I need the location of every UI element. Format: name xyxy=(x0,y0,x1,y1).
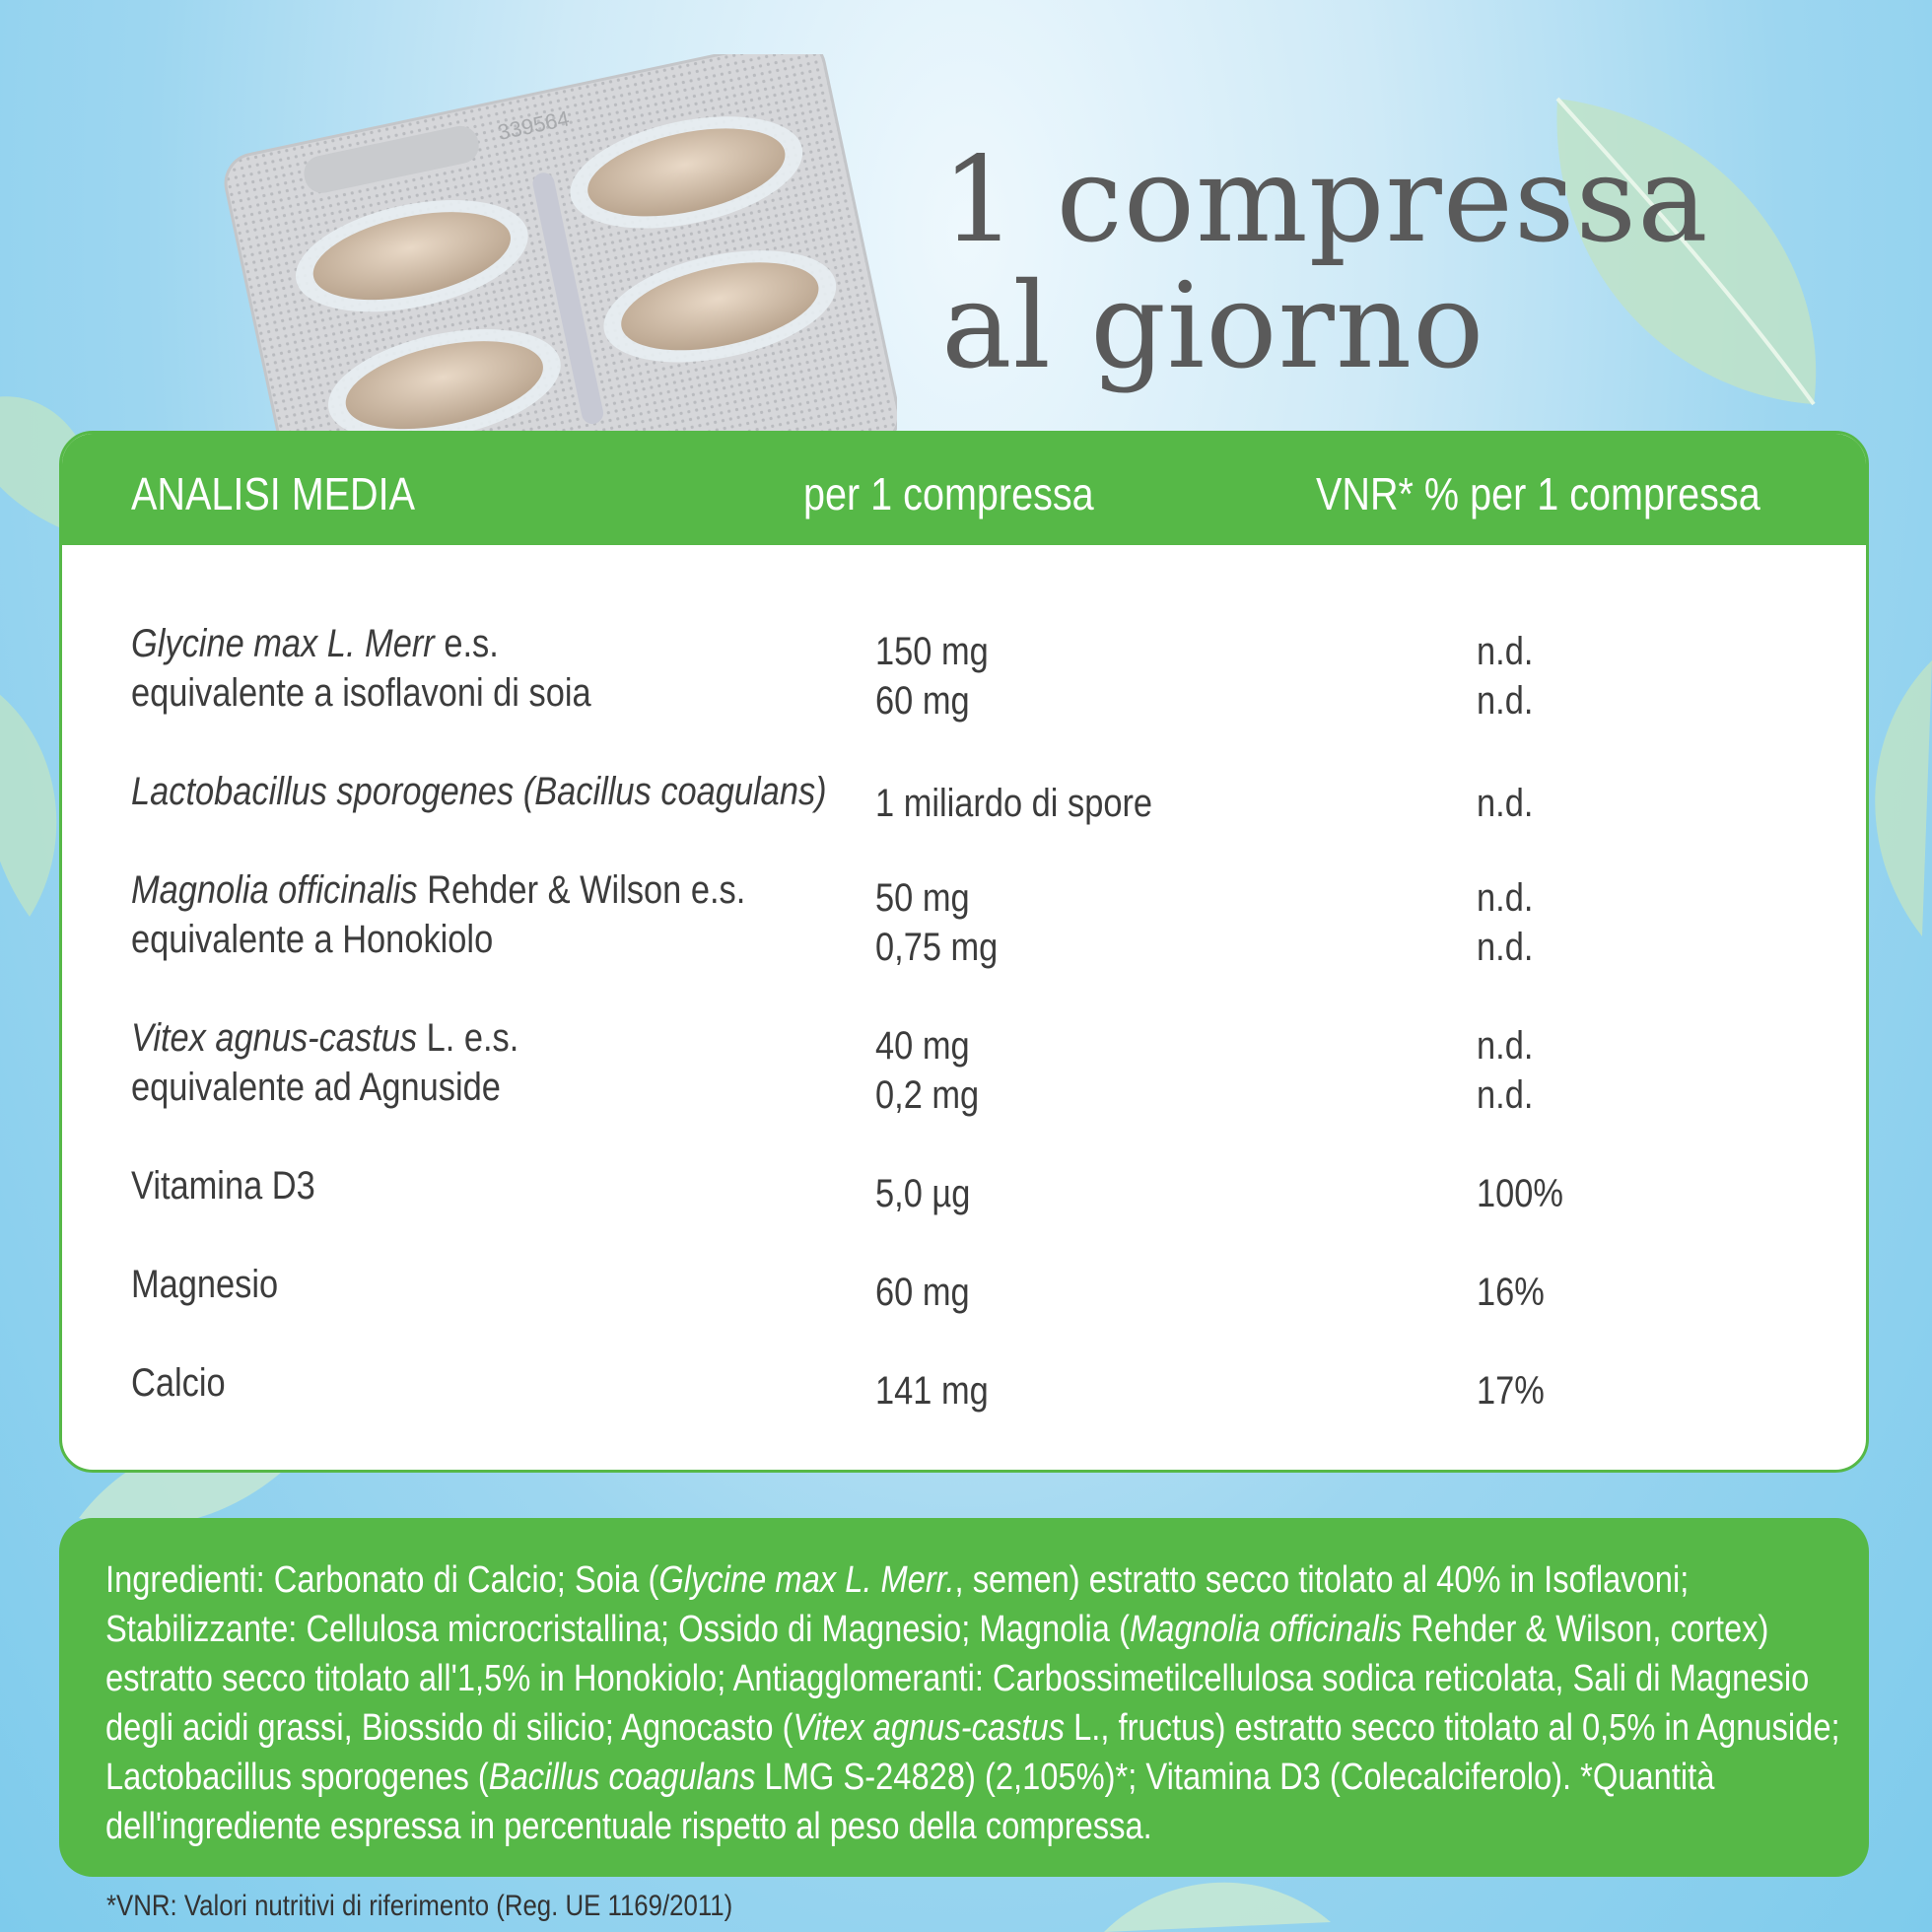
ingredients-italic: Bacillus coagulans xyxy=(488,1757,756,1798)
blister-pack-image xyxy=(207,54,897,448)
ingredient-name: e.s. xyxy=(434,622,499,665)
ingredient-sub: equivalente a isoflavoni di soia xyxy=(131,671,591,715)
vnr-value: n.d. xyxy=(1477,679,1534,723)
header-per-compressa: per 1 compressa xyxy=(803,468,1094,519)
ingredients-box xyxy=(59,1518,1869,1877)
ingredients-part: LMG S-24828) (2,105%)*; Vitamina D3 (Colecalciferolo). *Quantità dell'ingrediente espressa in percentuale rispetto al peso della compressa. xyxy=(105,1757,1715,1847)
ingredients-text xyxy=(105,1555,1843,1851)
amount: 60 mg xyxy=(875,1271,970,1314)
page-title xyxy=(941,132,1709,395)
blister-code: 339564 xyxy=(495,105,572,146)
amount: 0,2 mg xyxy=(875,1073,980,1117)
vnr-value: 16% xyxy=(1477,1271,1545,1314)
amount: 5,0 µg xyxy=(875,1172,971,1215)
amount: 40 mg xyxy=(875,1024,970,1068)
ingredient-name-italic: Lactobacillus sporogenes (Bacillus coagulans) xyxy=(131,770,827,813)
amount: 150 mg xyxy=(875,630,989,673)
ingredients-part: Rehder & Wilson, cortex) estratto secco titolato all'1,5% in Honokiolo; Antiagglomeranti: Carbossimetilcellulosa sodica reticolata, Sali di Magnesio degli acidi grassi, Biossido di silicio; Agnocasto ( xyxy=(105,1609,1810,1749)
ingredient-name: Calcio xyxy=(131,1361,226,1405)
vnr-value: n.d. xyxy=(1477,1024,1534,1068)
vnr-value: n.d. xyxy=(1477,876,1534,920)
ingredient-name-italic: Vitex agnus-castus xyxy=(131,1016,418,1060)
ingredient-sub: equivalente a Honokiolo xyxy=(131,918,494,961)
amount: 0,75 mg xyxy=(875,926,999,969)
ingredients-italic: Vitex agnus-castus xyxy=(793,1707,1066,1749)
vnr-value: n.d. xyxy=(1477,782,1534,825)
ingredients-italic: Glycine max L. Merr. xyxy=(658,1559,955,1601)
header-analisi: ANALISI MEDIA xyxy=(131,468,415,519)
ingredient-name: L. e.s. xyxy=(417,1016,519,1060)
ingredient-sub: equivalente ad Agnuside xyxy=(131,1066,501,1109)
vnr-value: 100% xyxy=(1477,1172,1563,1215)
ingredients-part: , semen) estratto secco titolato al 40% in Isoflavoni; Stabilizzante: Cellulosa microcristallina; Ossido di Magnesio; Magnolia ( xyxy=(105,1559,1690,1650)
amount: 60 mg xyxy=(875,679,970,723)
amount: 50 mg xyxy=(875,876,970,920)
vnr-value: 17% xyxy=(1477,1369,1545,1413)
vnr-value: n.d. xyxy=(1477,630,1534,673)
footnote: *VNR: Valori nutritivi di riferimento (Reg. UE 1169/2011) xyxy=(106,1890,733,1922)
amount: 1 miliardo di spore xyxy=(875,782,1153,825)
amount: 141 mg xyxy=(875,1369,989,1413)
ingredient-name: Rehder & Wilson e.s. xyxy=(417,868,746,912)
ingredient-name-italic: Glycine max L. Merr xyxy=(131,622,435,665)
ingredients-part: Ingredienti: Carbonato di Calcio; Soia ( xyxy=(105,1559,659,1601)
ingredient-name-italic: Magnolia officinalis xyxy=(131,868,418,912)
title-line-2: al giorno xyxy=(941,258,1485,395)
vnr-value: n.d. xyxy=(1477,926,1534,969)
vnr-value: n.d. xyxy=(1477,1073,1534,1117)
ingredients-part: L., fructus) estratto secco titolato al 0,5% in Agnuside; Lactobacillus sporogenes ( xyxy=(105,1707,1840,1798)
ingredient-name: Vitamina D3 xyxy=(131,1164,315,1208)
nutrition-table xyxy=(59,431,1869,1473)
ingredients-italic: Magnolia officinalis xyxy=(1129,1609,1403,1650)
header-vnr: VNR* % per 1 compressa xyxy=(1316,468,1760,519)
title-line-1: 1 compressa xyxy=(941,132,1709,269)
ingredient-name: Magnesio xyxy=(131,1263,279,1306)
table-header xyxy=(62,434,1866,545)
